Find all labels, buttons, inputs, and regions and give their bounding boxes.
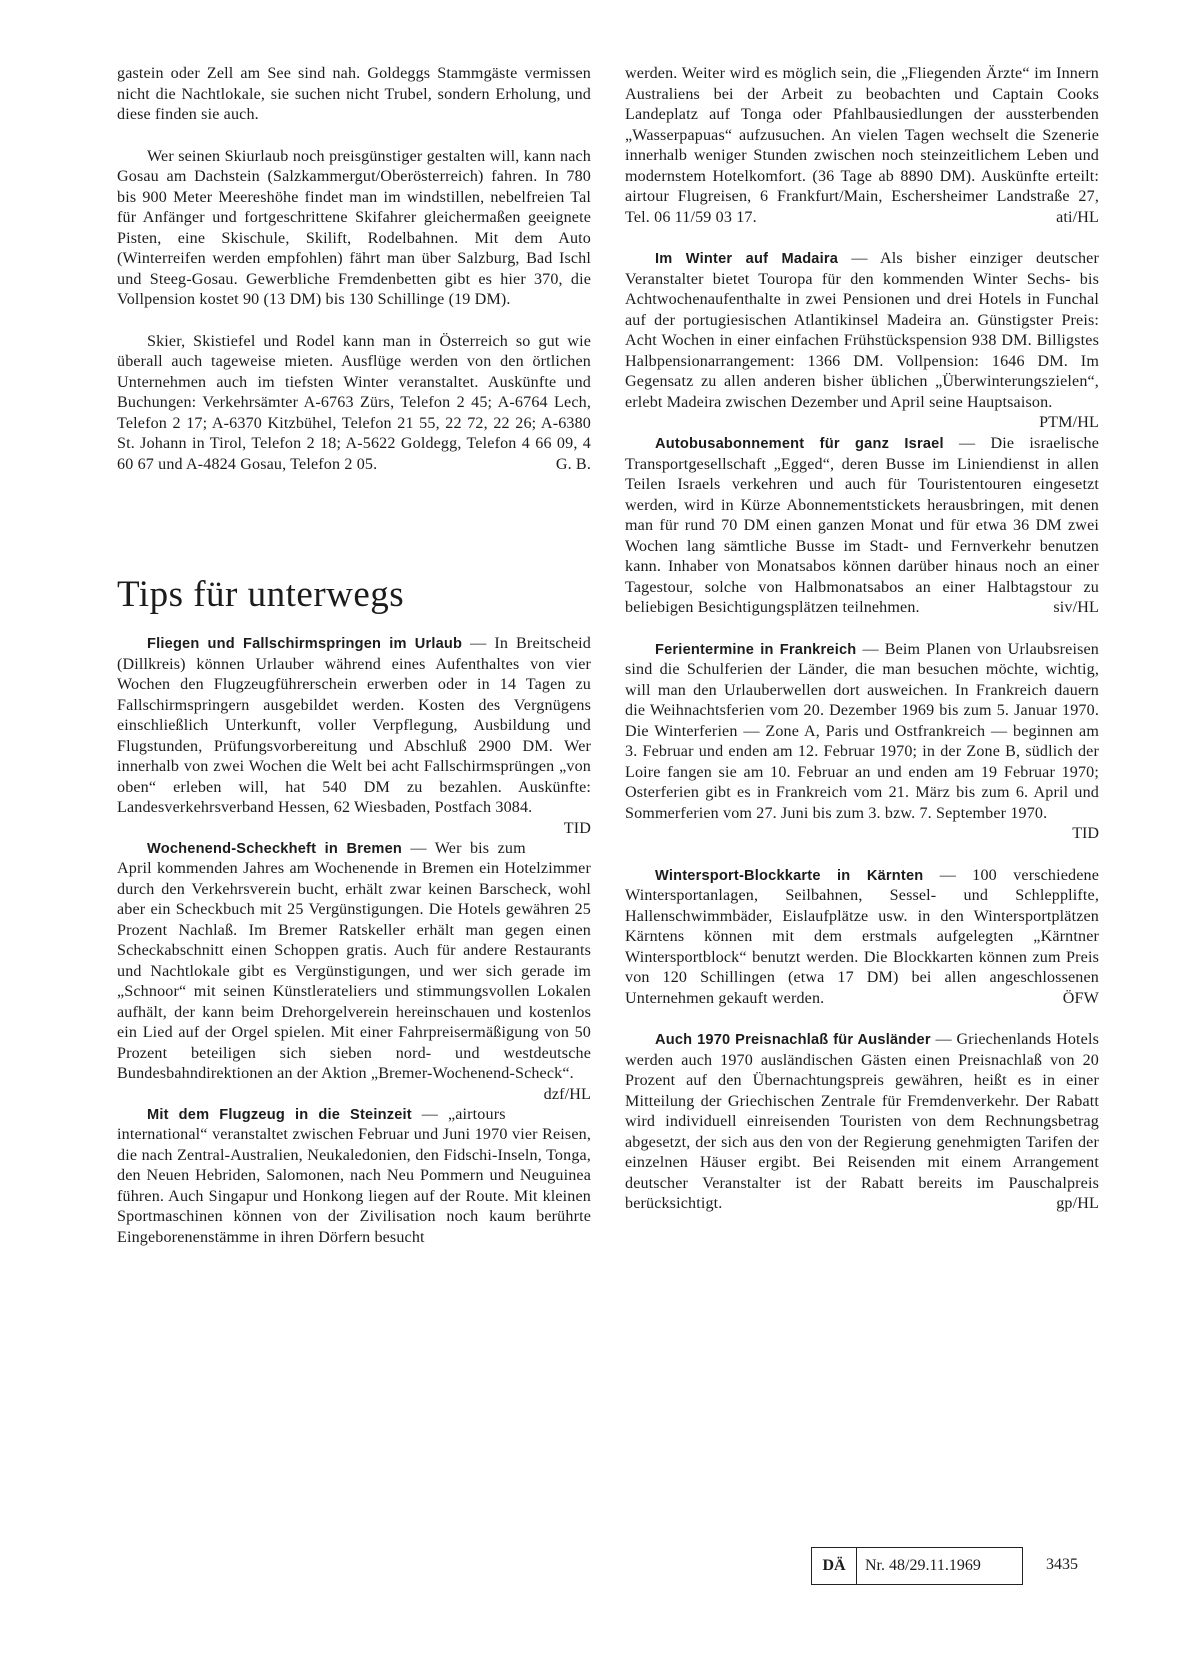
left-column [117,64,591,1248]
article-steinzeit-text: — „airtours international“ veranstaltet zwischen Februar und Juni 1970 vier Reisen, die nach Zentral-Australien, Neukaledonien, den Fidschi-Inseln, Tonga, den Neuen Hebriden, Salomonen, nach Neu Pommern und Neuguinea führen. Auch Singapur und Honkong liegen auf der Route. Mit kleinen Sportmaschinen können von der Zivilisation noch kaum berührte Eingeborenenstämme in ihren Dörfern besucht [117,1105,591,1246]
journal-logo: DÄ [812,1548,857,1584]
article-madeira-text: — Als bisher einziger deutscher Veranstalter bietet Touropa für den kommenden Winter Sechs- bis Achtwochenaufenthalte in zwei Pensionen und drei Hotels in Funchal auf der portugiesischen Atlantikinsel Madeira an. Günstigster Preis: Acht Wochen in einer einfachen Frühstückspension 938 DM. Billigstes Halbpensionarrangement: 1366 DM. Vollpension: 1646 DM. Im Gegensatz zu allen anderen bisher üblichen „Überwinterungszielen“, erlebt Madeira zwischen Dezember und April seine Hauptsaison. [625,250,1099,411]
signature-ptm: PTM/HL [1039,414,1099,431]
signature-dzf: dzf/HL [543,1085,591,1103]
article-griechenland [625,1030,1099,1215]
article-israel [625,434,1099,619]
signature-gb: G. B. [555,455,591,473]
article-kaernten-title: Wintersport-Blockkarte in Kärnten [655,867,924,884]
article-steinzeit-title: Mit dem Flugzeug in die Steinzeit [147,1106,412,1123]
article-bremen-title: Wochenend-Scheckheft in Bremen [147,840,402,857]
right-column [625,64,1099,1215]
article-kaernten-text: — 100 verschiedene Wintersportanlagen, Seilbahnen, Sessel- und Schlepplifte, Hallenschwimmbäder, Eislaufplätze usw. in den Wintersportplätzen Kärntens können mit dem erstmals aufgelegten „Kärntner Wintersportblock“ benutzt werden. Die Blockkarten können zum Preis von 120 Schillingen (etwa 17 DM) bei allen angeschlossenen Unternehmen gekauft werden. [625,866,1099,1007]
article-israel-text: — Die israelische Transportgesellschaft „Egged“, deren Busse im Liniendienst in allen Teilen Israels verkehren und auch für Touristentouren eingesetzt werden, wird in Kürze Abonnementstickets herausbringen, mit denen man für rund 70 DM einen ganzen Monat und für etwa 36 DM zwei Wochen lang sämtliche Busse im Stadt- und Fernverkehr benutzen kann. Inhaber von Monatsabos können darüber hinaus noch an einer Tagestour, solche von Halbmonatsabos an einer Halbtagstour zu beliebigen Besichtigungsplätzen teilnehmen. [625,435,1099,616]
article-fliegen [117,634,591,837]
article-steinzeit [117,1105,591,1249]
article-steinzeit-continued-text: werden. Weiter wird es möglich sein, die „Fliegenden Ärzte“ im Innern Australiens bei der Arbeit zu beobachten und Captain Cooks Landeplatz auf Tonga oder Pfahlbausiedlungen der aussterbenden „Wasserpapuas“ aufzusuchen. An vielen Tagen wechselt die Szenerie innerhalb weniger Stunden zwischen noch steinzeitlichem Leben und modernstem Hotelkomfort. (36 Tage ab 8890 DM). Auskünfte erteilt: airtour Flugreisen, 6 Frankfurt/Main, Eschersheimer Landstraße 27, Tel. 06 11/59 03 17. [625,65,1099,226]
article-frankreich [625,640,1099,825]
signature-tid-2: TID [1072,825,1099,842]
section-heading: Tips für unterwegs [117,574,405,615]
issue-number: Nr. 48/29.11.1969 [865,1557,981,1574]
signature-ofw: ÖFW [1062,989,1099,1007]
paragraph-rentals [117,332,591,476]
signature-tid-1: TID [563,819,591,837]
article-steinzeit-continued [625,64,1099,228]
paragraph-gosau: Wer seinen Skiurlaub noch preisgünstiger gestalten will, kann nach Gosau am Dachstein (Salzkammergut/Oberösterreich) fahren. In 780 bis 900 Meter Meereshöhe findet man im windstillen, nebelfreien Tal für Anfänger und fortgeschrittene Skifahrer gleichermaßen geeignete Pisten, eine Skischule, Skilift, Rodelbahnen. Mit dem Auto (Winterreifen werden empfohlen) fährt man über Salzburg, Bad Ischl und Steeg-Gosau. Gewerbliche Fremdenbetten gibt es hier 370, die Vollpension kostet 90 (13 DM) bis 130 Schillinge (19 DM). [117,147,591,308]
article-fliegen-text: — In Breitscheid (Dillkreis) können Urlauber während eines Aufenthaltes von vier Wochen den Flugzeugführerschein erwerben oder in 14 Tagen zu Fallschirmspringern ausgebildet werden. Kosten des Vergnügens einschließlich Unterkunft, voller Verpflegung, Ausbildung und Flugstunden, Prüfungsvorbereitung und Abschluß 2900 DM. Wer innerhalb von zwei Wochen die Welt bei acht Fallschirmsprüngen „von oben“ erleben will, hat 540 DM zu bezahlen. Auskünfte: Landesverkehrsverband Hessen, 62 Wiesbaden, Postfach 3084. [117,635,591,816]
article-bremen [117,839,591,1103]
article-bremen-text: — Wer bis zum April kommenden Jahres am Wochenende in Bremen ein Hotelzimmer durch den Verkehrsverein bucht, erhält zwar keinen Barscheck, wohl aber ein Scheckbuch mit 25 Vergünstigungen. Die Hotels gewähren 25 Prozent Nachlaß. Im Bremer Ratskeller erhält man gegen einen Scheckabschnitt einen Schoppen gratis. Auch für andere Restaurants und Nachtlokale gibt es Vergünstigungen, und wer sich gerade im „Schnoor“ mit seinen Künstlerateliers und stimmungsvollen Lokalen aufhält, der kann beim Drehorgelverein hereinschauen und kostenlos ein Lied auf der Orgel spielen. Mit einer Fahrpreisermäßigung von 50 Prozent beteiligen sich sieben nord- und westdeutsche Bundesbahndirektionen an der Aktion „Bremer-Wochenend-Scheck“. [117,839,591,1082]
article-israel-title: Autobusabonnement für ganz Israel [655,436,944,452]
article-kaernten [625,866,1099,1010]
article-griechenland-text: — Griechenlands Hotels werden auch 1970 ausländischen Gästen einen Preisnachlaß von 20 Prozent auf den Übernachtungspreis gewähren, heißt es in einer Mitteilung der Griechischen Zentrale für Fremdenverkehr. Der Rabatt wird individuell einreisenden Touristen von dem Rechnungsbetrag abgesetzt, der sich aus den von der Regierung genehmigten Tarifen der einzelnen Häuser ergibt. Bei Reisenden mit einem Arrangement deutscher Veranstalter ist der Rabatt bereits im Pauschalpreis berücksichtigt. [625,1031,1099,1212]
paragraph-rentals-text: Skier, Skistiefel und Rodel kann man in Österreich so gut wie überall auch tageweise mieten. Ausflüge werden von den örtlichen Unternehmen auch im tiefsten Winter veranstaltet. Auskünfte und Buchungen: Verkehrsämter A-6763 Zürs, Telefon 2 45; A-6764 Lech, Telefon 2 17; A-6370 Kitzbühel, Telefon 21 55, 22 72, 22 26; A-6380 St. Johann in Tirol, Telefon 2 18; A-5622 Goldegg, Telefon 4 66 09, 4 60 67 und A-4824 Gosau, Telefon 2 05. [117,332,591,473]
paragraph-goldegg-end: gastein oder Zell am See sind nah. Goldeggs Stammgäste vermissen nicht die Nachtlokale, sie suchen nicht Trubel, sondern Erholung, und diese finden sie auch. [117,65,591,123]
signature-ati: ati/HL [1056,208,1099,226]
article-madeira-title: Im Winter auf Madaira [655,251,839,267]
signature-gp: gp/HL [1056,1195,1099,1212]
signature-siv: siv/HL [1053,599,1099,616]
article-frankreich-title: Ferientermine in Frankreich [655,641,857,658]
article-fliegen-title: Fliegen und Fallschirmspringen im Urlaub [147,636,463,652]
article-madeira [625,249,1099,431]
journal-footer-box [811,1547,1023,1585]
article-frankreich-text: — Beim Planen von Urlaubsreisen sind die Schulferien der Länder, die man besuchen möchte, wichtig, will man den Urlauberwellen dort ausweichen. In Frankreich dauern die Weihnachtsferien vom 20. Dezember 1969 bis zum 5. Januar 1970. Die Winterferien — Zone A, Paris und Ostfrankreich — beginnen am 3. Februar und enden am 12. Februar 1970; in der Zone B, südlich der Loire fangen sie am 10. Februar an und enden am 19 Februar 1970; Osterferien gibt es in Frankreich vom 21. März bis zum 6. April und Sommerferien vom 27. Juni bis zum 3. bzw. 7. September 1970. [625,640,1099,822]
article-griechenland-title: Auch 1970 Preisnachlaß für Ausländer [655,1032,931,1048]
page-number: 3435 [1046,1556,1078,1573]
